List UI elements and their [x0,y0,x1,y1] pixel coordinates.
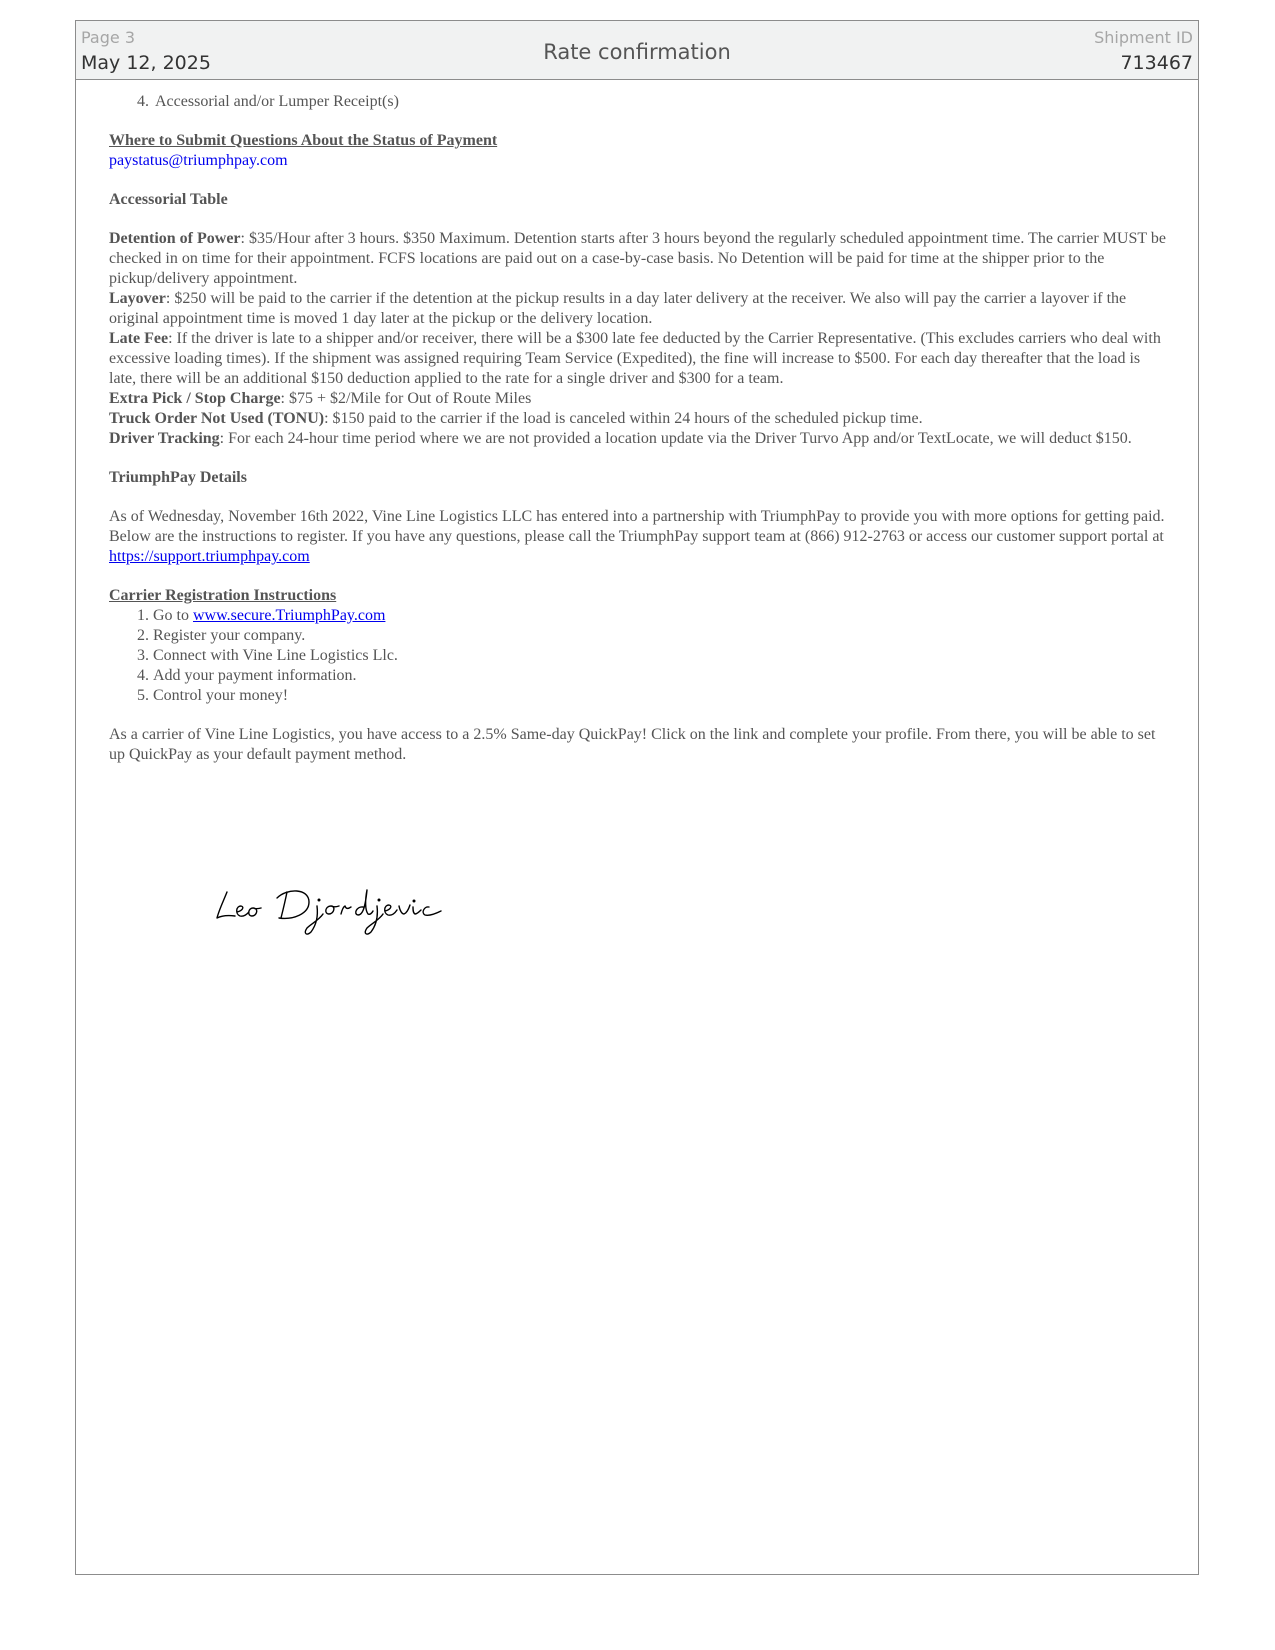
page-frame [75,20,1199,1575]
document-body [109,92,1169,765]
accessorial-item [109,289,1169,329]
registration-step: 2. Register your company. [153,626,1169,646]
page-date: May 12, 2025 [81,52,211,74]
registration-step: 4. Add your payment information. [153,666,1169,686]
registration-heading: Carrier Registration Instructions [109,587,337,604]
accessorial-text: : $250 will be paid to the carrier if the detention at the pickup results in a day later delivery at the receiver. We also will pay the carrier a layover if the original appointment time is moved 1 day later at the pickup or the delivery location. [109,290,1127,327]
page-number-label: Page 3 [81,28,135,47]
registration-step [153,606,1169,626]
list-item: 4. Accessorial and/or Lumper Receipt(s) [153,92,1169,112]
accessorial-term: Detention of Power [109,230,241,247]
step-text: Go to [153,607,193,624]
quickpay-paragraph: As a carrier of Vine Line Logistics, you have access to a 2.5% Same-day QuickPay! Click on the link and complete your profile. From there, you will be able to set up QuickPay as your default payment method. [109,726,1156,763]
accessorial-text: : $35/Hour after 3 hours. $350 Maximum. Detention starts after 3 hours beyond the regularly scheduled appointment time. The carrier MUST be checked in on time for their appointment. FCFS locations are paid out on a case-by-case basis. No Detention will be paid for time at the shipper prior to the pickup/delivery appointment. [109,230,1166,287]
page-header [76,21,1198,80]
shipment-id-label: Shipment ID [1094,28,1193,47]
triumphpay-paragraph [109,507,1169,567]
accessorial-item [109,429,1169,449]
shipment-id-value: 713467 [1120,52,1193,74]
document-title: Rate confirmation [543,40,731,64]
accessorial-term: Truck Order Not Used (TONU) [109,410,325,427]
document-list [109,92,1169,112]
accessorial-term: Late Fee [109,330,169,347]
registration-step: 5. Control your money! [153,686,1169,706]
registration-steps [109,606,1169,706]
accessorial-term: Driver Tracking [109,430,220,447]
triumphpay-register-link[interactable]: www.secure.TriumphPay.com [193,607,386,624]
triumphpay-text: As of Wednesday, November 16th 2022, Vine Line Logistics LLC has entered into a partnership with TriumphPay to provide you with more options for getting paid. Below are the instructions to register. If you have any questions, please call the TriumphPay support team at (866) 912-2763 or access our customer support portal at [109,508,1165,545]
payment-status-heading: Where to Submit Questions About the Status of Payment [109,132,498,149]
accessorial-list [109,229,1169,449]
accessorial-term: Layover [109,290,166,307]
payment-status-email[interactable]: paystatus@triumphpay.com [109,152,288,169]
accessorial-item [109,329,1169,389]
accessorial-item [109,229,1169,289]
accessorial-text: : For each 24-hour time period where we are not provided a location update via the Driver Turvo App and/or TextLocate, we will deduct $150. [219,430,1132,447]
accessorial-item [109,389,1169,409]
triumphpay-heading: TriumphPay Details [109,469,247,486]
accessorial-heading: Accessorial Table [109,191,228,208]
accessorial-item [109,409,1169,429]
accessorial-term: Extra Pick / Stop Charge [109,390,281,407]
registration-step: 3. Connect with Vine Line Logistics Llc. [153,646,1169,666]
accessorial-text: : If the driver is late to a shipper and/or receiver, there will be a $300 late fee deducted by the Carrier Representative. (This excludes carriers who deal with excessive loading times). If the shipment was assigned requiring Team Service (Expedited), the fine will increase to $500. For each day thereafter that the load is late, there will be an additional $150 deduction applied to the rate for a single driver and $300 for a team. [109,330,1161,387]
handwritten-signature [215,880,465,945]
accessorial-text: : $150 paid to the carrier if the load is canceled within 24 hours of the scheduled pickup time. [324,410,923,427]
support-portal-link[interactable]: https://support.triumphpay.com [109,548,310,565]
accessorial-text: : $75 + $2/Mile for Out of Route Miles [280,390,532,407]
